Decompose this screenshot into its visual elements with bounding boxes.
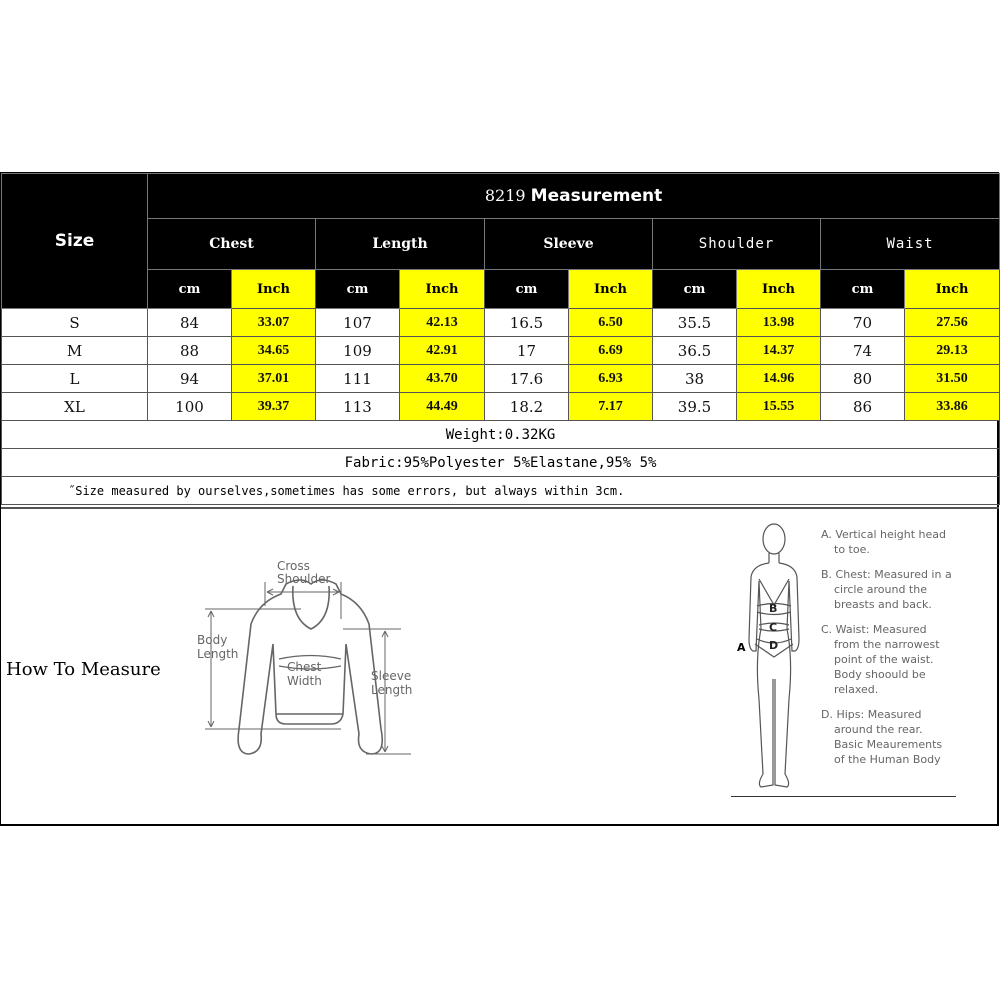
chest-cm: 84 xyxy=(148,309,232,337)
divider xyxy=(731,796,956,797)
figure-label-d: D xyxy=(769,639,779,652)
chest-inch: 39.37 xyxy=(232,393,316,421)
chest-label: Chest xyxy=(287,660,322,674)
unit-inch: Inch xyxy=(232,270,316,309)
shoulder-inch: 14.37 xyxy=(737,337,821,365)
chest-inch: 33.07 xyxy=(232,309,316,337)
table-row xyxy=(2,309,1000,337)
chest-inch: 37.01 xyxy=(232,365,316,393)
unit-cm: cm xyxy=(653,270,737,309)
shoulder-cm: 36.5 xyxy=(653,337,737,365)
length-cm: 111 xyxy=(316,365,400,393)
sleeve-cm: 16.5 xyxy=(485,309,569,337)
length-cm: 113 xyxy=(316,393,400,421)
title-word: Measurement xyxy=(530,186,663,206)
figure-label-c: C xyxy=(769,621,778,634)
unit-inch: Inch xyxy=(905,270,1000,309)
table-row xyxy=(2,337,1000,365)
sleeve-cm: 17 xyxy=(485,337,569,365)
note-c-line2: from the narrowest xyxy=(834,638,940,651)
length-inch: 44.49 xyxy=(400,393,485,421)
shoulder-inch: 13.98 xyxy=(737,309,821,337)
body-length-label: Length xyxy=(197,647,239,661)
body-label: Body xyxy=(197,633,228,647)
chest-cm: 100 xyxy=(148,393,232,421)
waist-cm: 74 xyxy=(821,337,905,365)
sleeve-cm: 17.6 xyxy=(485,365,569,393)
figure-label-b: B xyxy=(769,602,778,615)
size-chart xyxy=(0,172,999,826)
figure-label-a: A xyxy=(737,641,746,654)
sweater-diagram-icon xyxy=(191,554,431,774)
sleeve-inch: 6.69 xyxy=(569,337,653,365)
fabric-info: Fabric:95%Polyester 5%Elastane,95% 5% xyxy=(2,449,1000,477)
sleeve-cm: 18.2 xyxy=(485,393,569,421)
waist-inch: 33.86 xyxy=(905,393,1000,421)
waist-cm: 86 xyxy=(821,393,905,421)
note-b-line1: B. Chest: Measured in a xyxy=(821,568,952,581)
sleeve-label: Sleeve xyxy=(371,669,412,683)
sleeve-inch: 6.93 xyxy=(569,365,653,393)
size-cell: XL xyxy=(2,393,148,421)
measurement-notes xyxy=(821,527,971,777)
width-label: Width xyxy=(287,674,322,688)
human-body-icon xyxy=(729,519,819,799)
unit-cm: cm xyxy=(821,270,905,309)
group-shoulder: Shoulder xyxy=(653,219,821,270)
waist-inch: 27.56 xyxy=(905,309,1000,337)
note-d-line2: around the rear. xyxy=(834,723,923,736)
size-cell: M xyxy=(2,337,148,365)
waist-inch: 29.13 xyxy=(905,337,1000,365)
shoulder-label: Shoulder xyxy=(277,572,331,586)
unit-inch: Inch xyxy=(400,270,485,309)
waist-cm: 70 xyxy=(821,309,905,337)
note-c-line3: point of the waist. xyxy=(834,653,934,666)
waist-cm: 80 xyxy=(821,365,905,393)
measurement-table xyxy=(1,173,1000,505)
note-d-line3: Basic Meaurements xyxy=(834,738,943,751)
note-a-line2: to toe. xyxy=(834,543,870,556)
shoulder-inch: 14.96 xyxy=(737,365,821,393)
group-waist: Waist xyxy=(821,219,1000,270)
size-cell: L xyxy=(2,365,148,393)
length-inch: 43.70 xyxy=(400,365,485,393)
note-c-line4: Body shoould be xyxy=(834,668,926,681)
unit-cm: cm xyxy=(316,270,400,309)
how-to-measure-label: How To Measure xyxy=(6,659,161,680)
note-d-line4: of the Human Body xyxy=(834,753,941,766)
waist-inch: 31.50 xyxy=(905,365,1000,393)
how-to-measure-section xyxy=(1,507,999,827)
unit-inch: Inch xyxy=(569,270,653,309)
sleeve-length-label: Length xyxy=(371,683,413,697)
note-b-line3: breasts and back. xyxy=(834,598,932,611)
group-length: Length xyxy=(316,219,485,270)
model-number: 8219 xyxy=(484,186,526,205)
unit-cm: cm xyxy=(148,270,232,309)
shoulder-cm: 35.5 xyxy=(653,309,737,337)
table-row xyxy=(2,365,1000,393)
table-title xyxy=(148,174,1000,219)
size-cell: S xyxy=(2,309,148,337)
size-note: ˝Size measured by ourselves,sometimes has some errors, but always within 3cm. xyxy=(2,477,1000,505)
note-b-line2: circle around the xyxy=(834,583,927,596)
shoulder-cm: 39.5 xyxy=(653,393,737,421)
size-header: Size xyxy=(2,174,148,309)
chest-cm: 88 xyxy=(148,337,232,365)
note-a-line1: A. Vertical height head xyxy=(821,528,947,541)
group-sleeve: Sleeve xyxy=(485,219,653,270)
table-row xyxy=(2,393,1000,421)
length-cm: 109 xyxy=(316,337,400,365)
weight-info: Weight:0.32KG xyxy=(2,421,1000,449)
note-c-line5: relaxed. xyxy=(834,683,879,696)
sleeve-inch: 6.50 xyxy=(569,309,653,337)
length-cm: 107 xyxy=(316,309,400,337)
unit-inch: Inch xyxy=(737,270,821,309)
chest-cm: 94 xyxy=(148,365,232,393)
note-d-line1: D. Hips: Measured xyxy=(821,708,922,721)
sleeve-inch: 7.17 xyxy=(569,393,653,421)
length-inch: 42.91 xyxy=(400,337,485,365)
chest-inch: 34.65 xyxy=(232,337,316,365)
length-inch: 42.13 xyxy=(400,309,485,337)
unit-cm: cm xyxy=(485,270,569,309)
shoulder-cm: 38 xyxy=(653,365,737,393)
note-c-line1: C. Waist: Measured xyxy=(821,623,927,636)
body-measurement-figure xyxy=(729,519,969,811)
shoulder-inch: 15.55 xyxy=(737,393,821,421)
group-chest: Chest xyxy=(148,219,316,270)
cross-label: Cross xyxy=(277,559,310,573)
